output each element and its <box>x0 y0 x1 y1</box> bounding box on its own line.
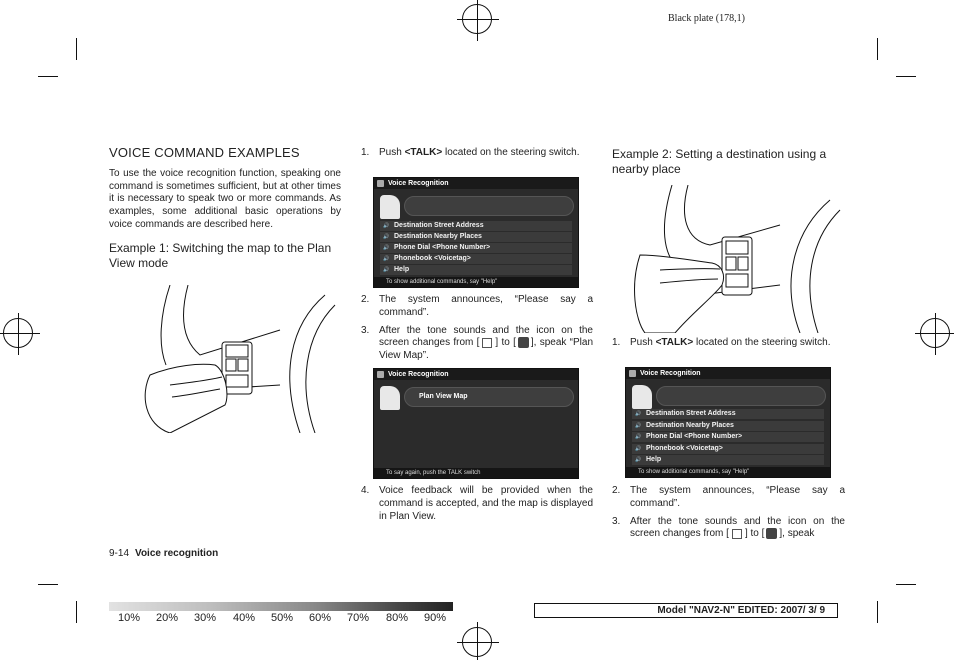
command-text: Plan View Map <box>419 393 468 400</box>
crop-mark <box>896 76 916 77</box>
registration-mark-top <box>462 4 492 34</box>
registration-mark-left <box>3 318 33 348</box>
menu-item: 🔊 Help <box>632 455 824 465</box>
voice-recognition-screen-2 <box>373 368 579 479</box>
left-column <box>109 147 341 271</box>
menu-item: 🔊 Destination Street Address <box>632 409 824 419</box>
menu-item: 🔊 Phone Dial <Phone Number> <box>380 243 572 253</box>
pct-label: 20% <box>156 612 179 624</box>
pct-label: 10% <box>118 612 141 624</box>
screen-title: Voice Recognition <box>388 371 449 378</box>
pct-label: 50% <box>271 612 294 624</box>
crop-mark <box>76 601 77 623</box>
step-3: 3. After the tone sounds and the icon on the screen changes from [ ] to [ ], speak “Plan View Map”. <box>361 324 594 362</box>
talk-icon <box>482 338 492 348</box>
crop-mark <box>896 584 916 585</box>
screen-footer: To show additional commands, say "Help" <box>626 467 830 477</box>
registration-mark-right <box>920 318 950 348</box>
pct-label: 60% <box>309 612 332 624</box>
step-2: 2. The system announces, “Please say a command”. <box>612 485 845 509</box>
talk-icon <box>732 529 742 539</box>
step-3: 3. After the tone sounds and the icon on the screen changes from [ ] to [ ], speak <box>612 515 845 540</box>
right-step-1 <box>612 337 845 350</box>
page-footer <box>109 548 218 559</box>
command-bar <box>404 196 574 216</box>
command-bar <box>656 386 826 406</box>
gray-scale-bar <box>109 602 453 611</box>
talk-key: <TALK> <box>655 337 694 348</box>
speak-icon <box>518 337 529 348</box>
crop-mark <box>38 76 58 77</box>
page-number: 9-14 <box>109 548 130 559</box>
settings-icon <box>629 370 636 377</box>
step-1: 1. Push <TALK> located on the steering switch. <box>361 147 580 158</box>
menu-item: 🔊 Phonebook <Voicetag> <box>380 254 572 264</box>
settings-icon <box>377 371 384 378</box>
command-bar <box>404 387 574 407</box>
crop-mark <box>76 38 77 60</box>
speaker-face-icon <box>380 386 400 410</box>
pct-label: 70% <box>347 612 370 624</box>
crop-mark <box>38 584 58 585</box>
right-steps-2-3 <box>612 485 845 541</box>
step-4: 4. Voice feedback will be provided when the command is accepted, and the map is displayed in Plan View. <box>361 485 593 522</box>
talk-key: <TALK> <box>404 147 443 158</box>
menu-item: 🔊 Destination Nearby Places <box>380 232 572 242</box>
speaker-face-icon <box>632 385 652 409</box>
screen-title: Voice Recognition <box>640 370 701 377</box>
steering-wheel-illustration <box>130 285 342 433</box>
pct-label: 40% <box>233 612 256 624</box>
menu-item: 🔊 Phone Dial <Phone Number> <box>632 432 824 442</box>
middle-steps-2-3 <box>361 294 593 363</box>
step-2: 2. The system announces, “Please say a command”. <box>361 294 593 318</box>
speaker-face-icon <box>380 195 400 219</box>
plate-label: Black plate (178,1) <box>668 13 745 24</box>
middle-column <box>361 147 593 160</box>
screen-footer: To show additional commands, say "Help" <box>374 277 578 287</box>
pct-label: 30% <box>194 612 217 624</box>
section-title: VOICE COMMAND EXAMPLES <box>109 145 300 160</box>
pct-label: 80% <box>386 612 409 624</box>
menu-item: 🔊 Destination Street Address <box>380 221 572 231</box>
crop-mark <box>877 38 878 60</box>
section-name: Voice recognition <box>135 548 219 559</box>
pct-label: 90% <box>424 612 447 624</box>
intro-paragraph: To use the voice recognition function, speaking one command is sometimes sufficient, but at other times it is necessary to speak two or more commands. As examples, some additional basic operations by voice commands are described here. <box>109 167 341 230</box>
voice-recognition-screen-1 <box>373 177 579 288</box>
example1-title: Example 1: Switching the map to the Plan View mode <box>109 240 332 270</box>
screen-footer: To say again, push the TALK switch <box>374 468 578 478</box>
menu-item: 🔊 Help <box>380 265 572 275</box>
menu-item: 🔊 Phonebook <Voicetag> <box>632 444 824 454</box>
right-column <box>612 147 846 177</box>
steering-wheel-illustration-2 <box>630 185 846 333</box>
crop-mark <box>877 601 878 623</box>
settings-icon <box>377 180 384 187</box>
speak-icon <box>766 528 777 539</box>
registration-mark-bottom <box>462 627 492 657</box>
screen-title: Voice Recognition <box>388 180 449 187</box>
voice-recognition-screen-3 <box>625 367 831 478</box>
example2-title: Example 2: Setting a destination using a nearby place <box>612 147 827 176</box>
menu-item: 🔊 Destination Nearby Places <box>632 421 824 431</box>
edited-box: Model "NAV2-N" EDITED: 2007/ 3/ 9 <box>534 603 838 618</box>
middle-step-4 <box>361 485 593 523</box>
step-1: 1. Push <TALK> located on the steering switch. <box>612 337 831 348</box>
